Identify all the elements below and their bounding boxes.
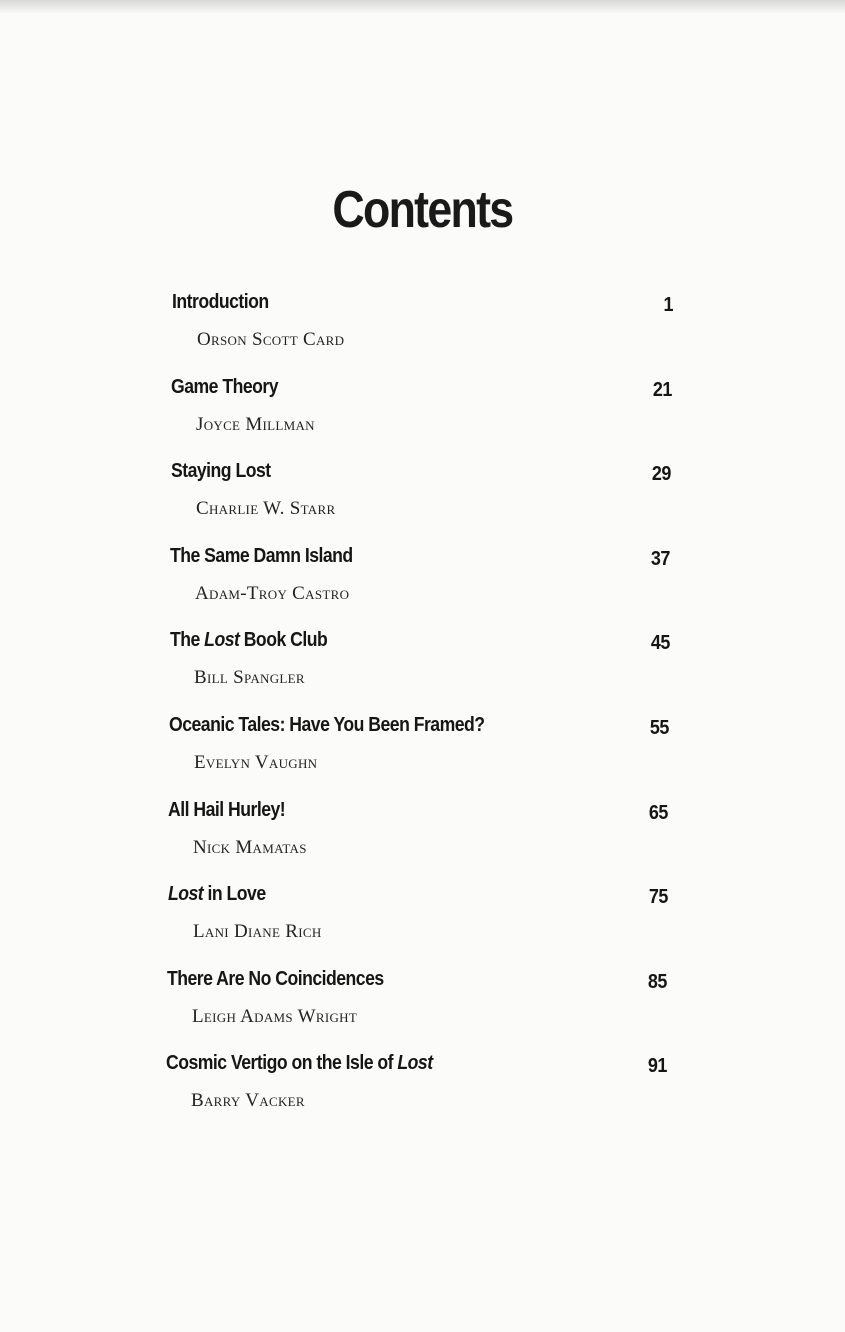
toc-entry-all-hail-hurley: [0, 798, 845, 883]
toc-entry-lost-book-club: [0, 628, 845, 713]
toc-entry-author: Barry Vacker: [191, 1090, 305, 1112]
table-of-contents: [0, 290, 845, 1136]
page-edge-shadow: [0, 0, 845, 14]
toc-entry-staying-lost: [0, 459, 845, 544]
toc-entry-author: Lani Diane Rich: [193, 921, 322, 943]
toc-entry-title: The Lost Book Club: [170, 628, 328, 652]
toc-entry-title: All Hail Hurley!: [168, 797, 286, 821]
toc-entry-title: Oceanic Tales: Have You Been Framed?: [169, 712, 485, 736]
toc-entry-page: 29: [651, 463, 671, 486]
toc-entry-page: 85: [647, 970, 667, 993]
toc-entry-page: 55: [649, 716, 669, 739]
toc-entry-page: 45: [650, 632, 670, 655]
toc-entry-page: 75: [648, 886, 668, 909]
page-title: Contents: [332, 181, 513, 239]
toc-entry-title: Staying Lost: [171, 459, 271, 483]
toc-entry-author: Charlie W. Starr: [196, 498, 336, 520]
toc-entry-page: 37: [650, 547, 670, 570]
toc-entry-title: The Same Damn Island: [170, 543, 353, 567]
toc-entry-page: 1: [663, 294, 673, 316]
toc-entry-title: Lost in Love: [168, 882, 266, 906]
toc-entry-lost-in-love: [0, 882, 845, 967]
toc-entry-title: Cosmic Vertigo on the Isle of Lost: [166, 1051, 433, 1075]
toc-entry-page: 91: [647, 1055, 667, 1078]
toc-entry-author: Joyce Millman: [196, 413, 315, 435]
toc-entry-title: Game Theory: [171, 374, 279, 398]
toc-entry-title: There Are No Coincidences: [167, 966, 384, 990]
toc-entry-author: Adam-Troy Castro: [195, 582, 350, 604]
toc-entry-game-theory: [0, 375, 845, 460]
toc-entry-no-coincidences: [0, 967, 845, 1052]
toc-entry-same-damn-island: [0, 544, 845, 629]
toc-entry-author: Nick Mamatas: [193, 836, 307, 858]
toc-entry-author: Leigh Adams Wright: [192, 1005, 358, 1027]
toc-entry-oceanic-tales: [0, 713, 845, 798]
toc-entry-author: Bill Spangler: [194, 667, 305, 689]
toc-entry-page: 21: [652, 378, 672, 401]
toc-entry-author: Orson Scott Card: [197, 329, 345, 350]
toc-entry-page: 65: [648, 801, 668, 824]
toc-entry-introduction: [0, 290, 845, 375]
toc-entry-author: Evelyn Vaughn: [194, 751, 318, 773]
toc-entry-title: Introduction: [172, 290, 269, 313]
toc-entry-cosmic-vertigo: [0, 1051, 845, 1136]
